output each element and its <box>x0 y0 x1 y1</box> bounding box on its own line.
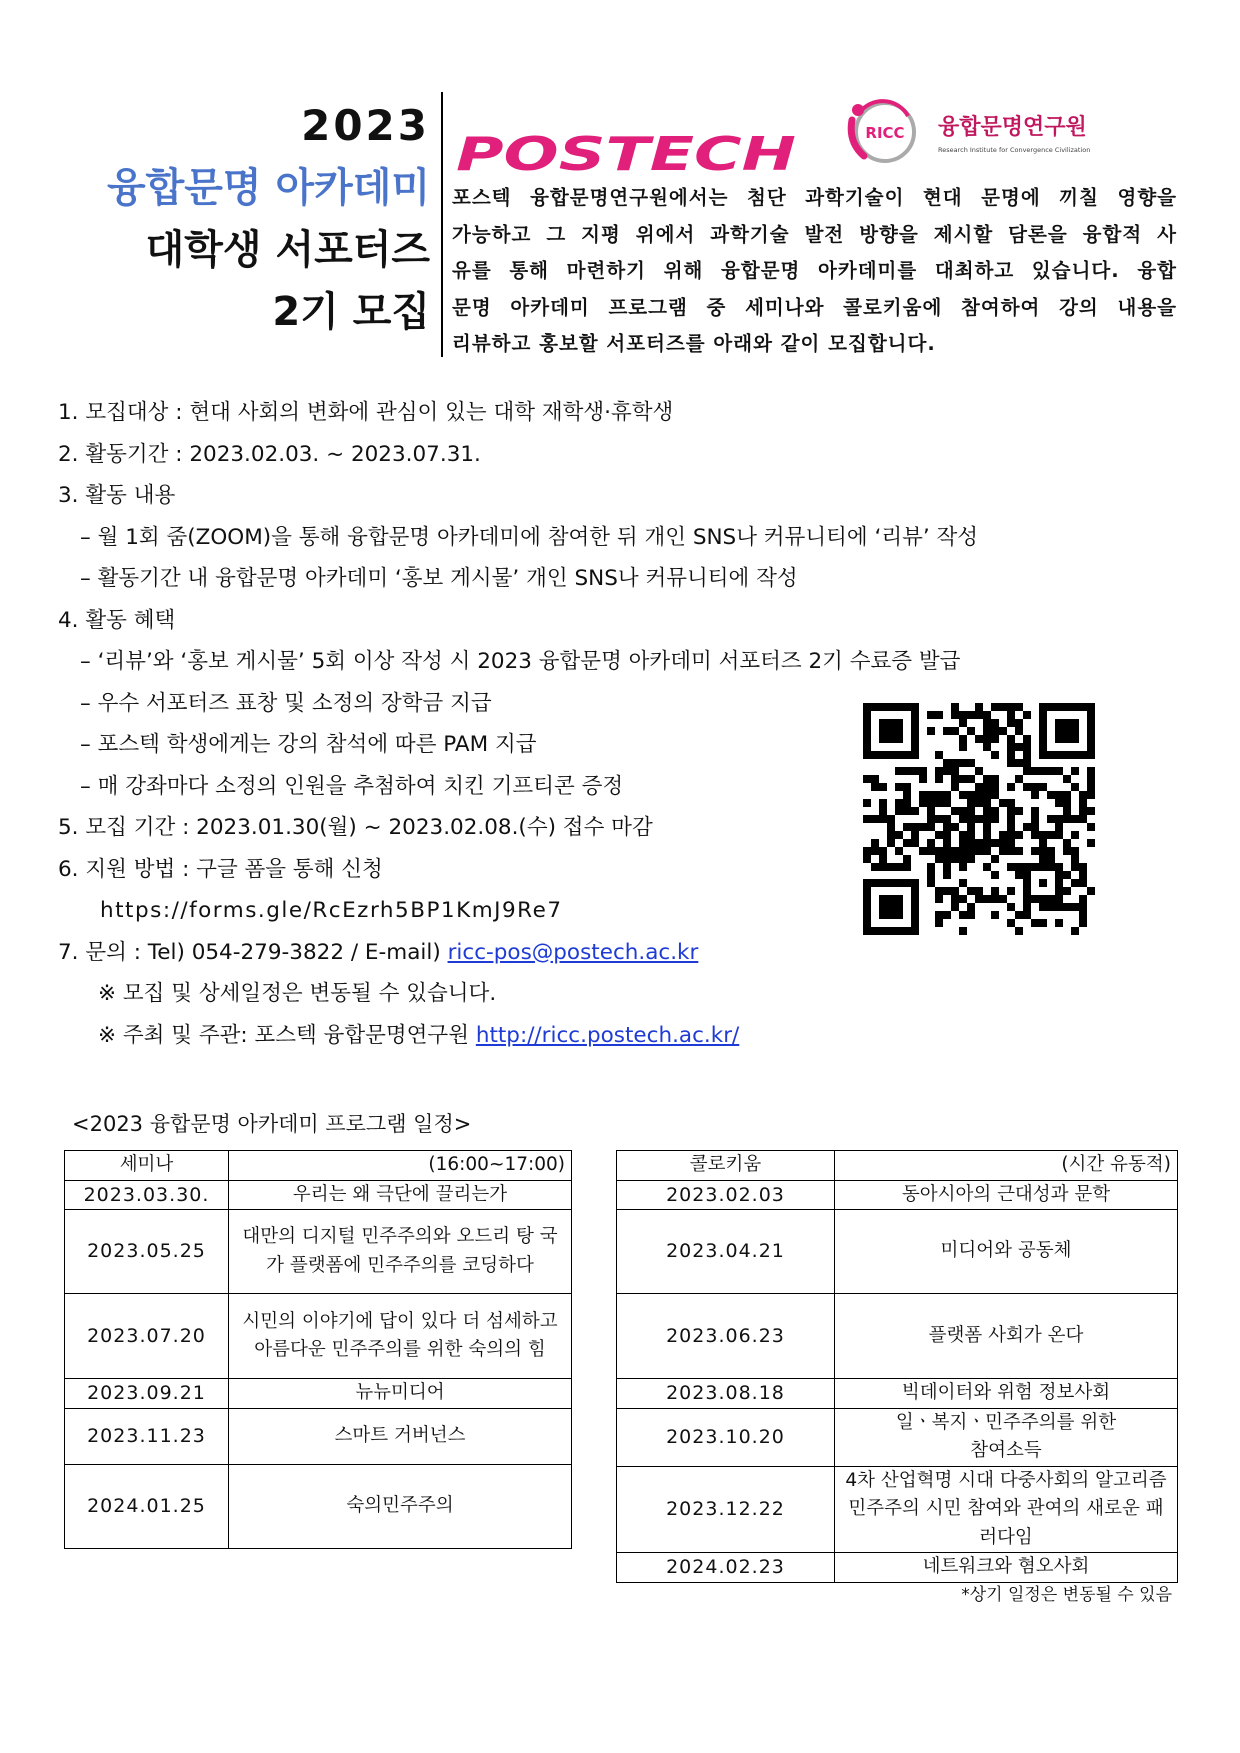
table-row <box>617 1294 1178 1379</box>
seminar-header-label: 세미나 <box>65 1151 229 1181</box>
table-row <box>65 1379 572 1409</box>
colloquium-date: 2023.12.22 <box>617 1466 835 1553</box>
seminar-title: 시민의 이야기에 답이 있다 더 섬세하고 아름다운 민주주의를 위한 숙의의 힘 <box>229 1294 572 1379</box>
colloquium-title: 네트워크와 혐오사회 <box>835 1553 1178 1583</box>
ricc-logo <box>838 96 1138 166</box>
colloquium-header-row <box>617 1151 1178 1181</box>
colloquium-date: 2023.08.18 <box>617 1379 835 1409</box>
seminar-title: 우리는 왜 극단에 끌리는가 <box>229 1180 572 1210</box>
colloquium-header-label: 콜로키움 <box>617 1151 835 1181</box>
colloquium-title: 일ㆍ복지ㆍ민주주의를 위한 참여소득 <box>835 1408 1178 1466</box>
colloquium-title: 4차 산업혁명 시대 다중사회의 알고리즘 민주주의 시민 참여와 관여의 새로운 패러다임 <box>835 1466 1178 1553</box>
table-row <box>617 1408 1178 1466</box>
title-academy: 융합문명 아카데미 <box>106 165 430 211</box>
seminar-date: 2023.09.21 <box>65 1379 229 1409</box>
ricc-website-link[interactable]: http://ricc.postech.ac.kr/ <box>475 1022 740 1048</box>
item-period: 2. 활동기간 : 2023.02.03. ~ 2023.07.31. <box>58 441 481 467</box>
table-row <box>65 1294 572 1379</box>
intro-paragraph <box>452 180 1177 363</box>
schedule-footnote: *상기 일정은 변동될 수 있음 <box>961 1585 1172 1605</box>
seminar-date: 2023.07.20 <box>65 1294 229 1379</box>
colloquium-date: 2023.10.20 <box>617 1408 835 1466</box>
organizer-text: ※ 주최 및 주관: 포스텍 융합문명연구원 <box>98 1022 476 1048</box>
table-row <box>65 1180 572 1210</box>
item-benefit-giftcon: – 매 강좌마다 소정의 인원을 추첨하여 치킨 기프티콘 증정 <box>80 773 624 799</box>
table-row <box>617 1379 1178 1409</box>
apply-form-url[interactable]: https://forms.gle/RcEzrh5BP1KmJ9Re7 <box>100 898 563 923</box>
item-activities-promo: – 활동기간 내 융합문명 아카데미 ‘홍보 게시물’ 개인 SNS나 커뮤니티에 작성 <box>80 566 798 591</box>
note-organizer <box>58 1015 1178 1057</box>
seminar-header-row <box>65 1151 572 1181</box>
colloquium-title: 미디어와 공동체 <box>835 1210 1178 1294</box>
table-row <box>617 1553 1178 1583</box>
table-row <box>617 1466 1178 1553</box>
intro-line: 유를 통해 마련하기 위해 융합문명 아카데미를 대최하고 있습니다. 융합 <box>452 259 1177 282</box>
postech-logo-text: POSTECH <box>456 128 796 180</box>
item-target: 1. 모집대상 : 현대 사회의 변화에 관심이 있는 대학 재학생·휴학생 <box>58 400 674 425</box>
colloquium-title: 동아시아의 근대성과 문학 <box>835 1180 1178 1210</box>
table-row <box>617 1180 1178 1210</box>
note-schedule-change: ※ 모집 및 상세일정은 변동될 수 있습니다. <box>98 981 497 1006</box>
item-benefits: 4. 활동 혜택 <box>58 607 176 633</box>
seminar-date: 2023.11.23 <box>65 1408 229 1464</box>
colloquium-header-time: (시간 유동적) <box>835 1151 1178 1181</box>
contact-text: 7. 문의 : Tel) 054-279-3822 / E-mail) <box>58 939 448 965</box>
seminar-table <box>64 1150 572 1549</box>
colloquium-date: 2024.02.23 <box>617 1553 835 1583</box>
table-row <box>65 1464 572 1548</box>
item-recruit-period: 5. 모집 기간 : 2023.01.30(월) ~ 2023.02.08.(수) 접수 마감 <box>58 815 653 840</box>
item-benefit-scholarship: – 우수 서포터즈 표창 및 소정의 장학금 지급 <box>80 690 492 716</box>
colloquium-title: 플랫폼 사회가 온다 <box>835 1294 1178 1379</box>
colloquium-date: 2023.04.21 <box>617 1210 835 1294</box>
seminar-title: 스마트 거버넌스 <box>229 1408 572 1464</box>
item-activities: 3. 활동 내용 <box>58 483 176 508</box>
table-row <box>65 1408 572 1464</box>
item-contact <box>58 932 1178 974</box>
postech-logo <box>452 128 800 180</box>
header-divider <box>441 92 443 357</box>
colloquium-date: 2023.06.23 <box>617 1294 835 1379</box>
title-recruit: 2기 모집 <box>272 289 430 335</box>
table-row <box>65 1210 572 1294</box>
seminar-date: 2023.05.25 <box>65 1210 229 1294</box>
seminar-title: 대만의 디지털 민주주의와 오드리 탕 국가 플랫폼에 민주주의를 코딩하다 <box>229 1210 572 1294</box>
schedule-title: <2023 융합문명 아카데미 프로그램 일정> <box>72 1112 472 1136</box>
qr-code-image <box>863 703 1095 935</box>
seminar-date: 2024.01.25 <box>65 1464 229 1548</box>
title-year: 2023 <box>301 101 430 150</box>
intro-line: 가능하고 그 지평 위에서 과학기술 발전 방향을 제시할 담론을 융합적 사 <box>452 222 1177 246</box>
colloquium-table <box>616 1150 1178 1583</box>
ricc-logo-name: 융합문명연구원 <box>938 114 1087 140</box>
item-apply-method: 6. 지원 방법 : 구글 폼을 통해 신청 <box>58 856 383 882</box>
table-row <box>617 1210 1178 1294</box>
intro-line: 리뷰하고 홍보할 서포터즈를 아래와 같이 모집합니다. <box>452 332 936 355</box>
colloquium-date: 2023.02.03 <box>617 1180 835 1210</box>
item-benefit-certificate: – ‘리뷰’와 ‘홍보 게시물’ 5회 이상 작성 시 2023 융합문명 아카데미 서포터즈 2기 수료증 발급 <box>80 649 961 674</box>
title-supporters: 대학생 서포터즈 <box>145 227 430 273</box>
item-benefit-pam: – 포스텍 학생에게는 강의 참석에 따른 PAM 지급 <box>80 732 537 757</box>
colloquium-title: 빅데이터와 위험 정보사회 <box>835 1379 1178 1409</box>
ricc-logo-badge: RICC <box>865 124 905 142</box>
seminar-header-time: (16:00~17:00) <box>229 1151 572 1181</box>
ricc-logo-subtitle: Research Institute for Convergence Civilization <box>938 146 1091 154</box>
seminar-title: 숙의민주주의 <box>229 1464 572 1548</box>
seminar-title: 뉴뉴미디어 <box>229 1379 572 1409</box>
item-activities-review: – 월 1회 줌(ZOOM)을 통해 융합문명 아카데미에 참여한 뒤 개인 SNS나 커뮤니티에 ‘리뷰’ 작성 <box>80 524 979 550</box>
page-title-block <box>60 95 430 343</box>
seminar-date: 2023.03.30. <box>65 1180 229 1210</box>
intro-line: 문명 아카데미 프로그램 중 세미나와 콜로키움에 참여하여 강의 내용을 <box>452 295 1177 319</box>
contact-email-link[interactable]: ricc-pos@postech.ac.kr <box>447 939 699 965</box>
intro-line: 포스텍 융합문명연구원에서는 첨단 과학기술이 현대 문명에 끼칠 영향을 <box>452 186 1177 209</box>
